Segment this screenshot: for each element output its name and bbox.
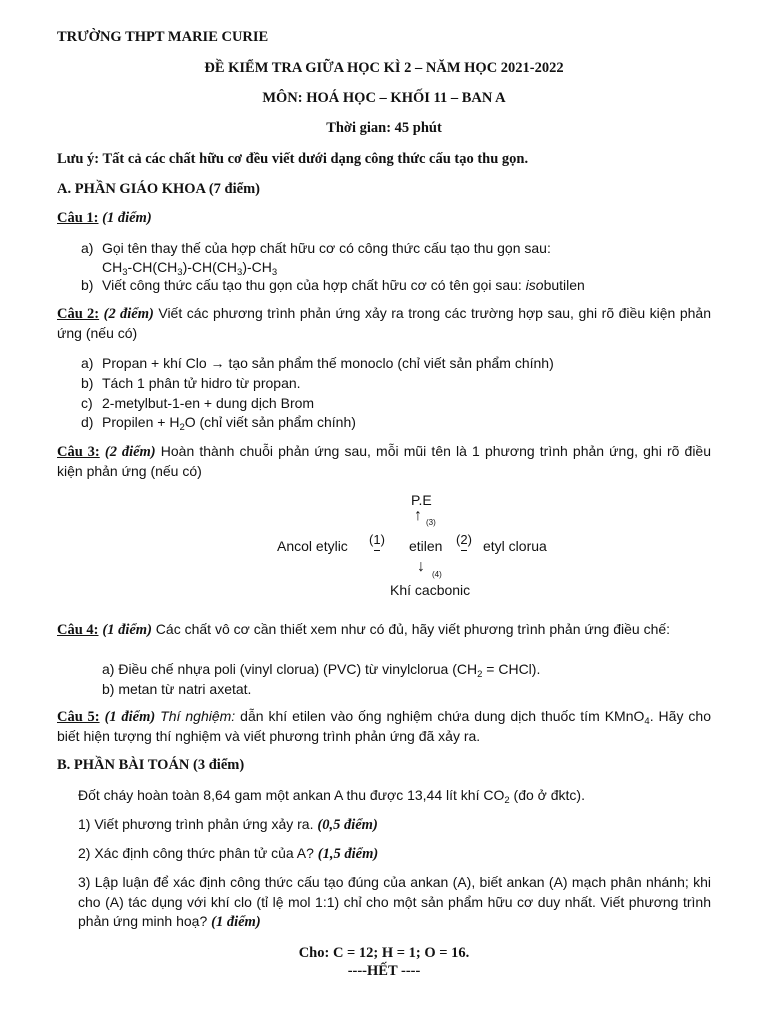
q4-item-a (102, 660, 540, 678)
formula-sub: 2 (504, 795, 510, 806)
question-1-heading (57, 209, 152, 227)
q4-item-b: b) metan từ natri axetat. (102, 681, 252, 697)
up-arrow-icon: ↑ (414, 507, 422, 524)
question-label: Câu 5: (57, 709, 100, 725)
q2-item-d-text (102, 413, 356, 431)
question-points: (1 điểm) (211, 914, 261, 930)
q1-item-a-text: Gọi tên thay thế của hợp chất hữu cơ có công thức cấu tạo thu gọn sau: (102, 240, 551, 256)
formula-part: )-CH(CH (182, 259, 238, 275)
question-points: (2 điểm) (104, 444, 156, 460)
item-text: 2) Xác định công thức phân tử của A? (78, 845, 318, 861)
end-mark: ----HẾT ---- (347, 963, 421, 979)
q2-item-c-text: 2-metylbut-1-en + dung dịch Brom (102, 395, 315, 411)
exam-title: ĐỀ KIỂM TRA GIỮA HỌC KÌ 2 – NĂM HỌC 2021-2022 (204, 60, 564, 76)
formula-sub: 4 (644, 716, 650, 727)
scheme-ancol-etylic: Ancol etylic (277, 538, 348, 554)
item-text: 3) Lập luận để xác định công thức cấu tạo đúng của ankan (A), biết ankan (A) mạch phân nhánh; khi cho (A) tác dụng với khí clo (tỉ lệ mol 1:1) chỉ cho một sản phẩm hữu cơ duy nhất. Viết phương trình phản ứng minh hoạ? (78, 874, 711, 929)
arrow-4-label: (4) (432, 570, 442, 579)
q2-item-b-marker: b) (81, 375, 94, 391)
item-text: Propilen + H (102, 414, 180, 430)
question-label: Câu 4: (57, 622, 99, 638)
question-label: Câu 2: (57, 306, 100, 322)
formula-sub: 2 (179, 422, 185, 433)
atomic-masses: Cho: C = 12; H = 1; O = 16. (298, 945, 470, 961)
formula-sub: 3 (271, 267, 278, 278)
question-points: (1 điểm) (102, 622, 152, 638)
q1-item-a-marker: a) (81, 240, 94, 256)
formula-part: )-CH (242, 259, 272, 275)
item-italic: iso (525, 277, 544, 293)
q2-item-d-marker: d) (81, 414, 94, 430)
arrow-3-label: (3) (426, 518, 436, 527)
section-b-question-2 (78, 844, 378, 863)
time-line: Thời gian: 45 phút (326, 120, 442, 136)
item-text: 1) Viết phương trình phản ứng xảy ra. (78, 816, 318, 832)
question-text: Các chất vô cơ cần thiết xem như có đủ, hãy viết phương trình phản ứng điều chế: (151, 621, 671, 637)
scheme-etyl-clorua: etyl clorua (483, 538, 547, 554)
question-text: . Hãy cho biết hiện tượng thí nghiệm và viết phương trình phản ứng đã xảy ra. (57, 708, 711, 744)
school-name: TRƯỜNG THPT MARIE CURIE (57, 29, 269, 45)
note: Lưu ý: Tất cả các chất hữu cơ đều viết dưới dạng công thức cấu tạo thu gọn. (57, 151, 529, 167)
question-label: Câu 1: (57, 210, 99, 226)
item-text: Đốt cháy hoàn toàn 8,64 gam một ankan A thu được 13,44 lít khí CO (78, 787, 505, 803)
arrow-2-icon (453, 530, 475, 551)
q1-formula (102, 258, 277, 276)
q2-item-b-text: Tách 1 phân tử hidro từ propan. (102, 375, 301, 391)
section-b-question-3 (78, 873, 711, 933)
q1-item-b-marker: b) (81, 277, 94, 293)
arrow-1-label: (1) (369, 532, 385, 547)
q2-item-a-text: Propan + khí Clo → tạo sản phẩm thế monoclo (chỉ viết sản phẩm chính) (102, 355, 554, 371)
formula-sub: 3 (177, 267, 183, 278)
q1-item-b-text (102, 276, 585, 294)
q2-item-c-marker: c) (81, 395, 93, 411)
item-text: Viết công thức cấu tạo thu gọn của hợp chất hữu cơ có tên gọi sau: (102, 277, 526, 293)
formula-sub: 3 (122, 267, 128, 278)
question-italic: Thí nghiệm: (155, 708, 236, 724)
question-points: (1 điểm) (102, 210, 152, 226)
question-text: Hoàn thành chuỗi phản ứng sau, mỗi mũi tên là 1 phương trình phản ứng, ghi rõ điều kiện phản ứng (nếu có) (57, 443, 711, 479)
subject-line: MÔN: HOÁ HỌC – KHỐI 11 – BAN A (262, 90, 506, 106)
question-3-heading (57, 442, 711, 481)
item-text: butilen (543, 277, 585, 293)
scheme-top-pe: P.E (411, 492, 432, 508)
down-arrow-icon: ↓ (417, 558, 425, 575)
section-b-title: B. PHẦN BÀI TOÁN (3 điểm) (57, 757, 245, 773)
arrow-1-icon (366, 530, 388, 551)
item-text: (đo ở đktc). (509, 787, 585, 803)
arrow-2-label: (2) (456, 532, 472, 547)
question-5-heading (57, 707, 711, 746)
question-4-heading (57, 620, 711, 640)
item-text: O (chỉ viết sản phẩm chính) (184, 414, 356, 430)
item-text: = CHCl). (482, 661, 541, 677)
question-points: (1 điểm) (104, 709, 156, 725)
scheme-khi-cacbonic: Khí cacbonic (390, 582, 471, 598)
section-b-intro (78, 786, 585, 804)
formula-sub: 3 (237, 267, 243, 278)
question-2-heading (57, 304, 711, 343)
scheme-etilen: etilen (409, 538, 443, 554)
question-text: Viết các phương trình phản ứng xảy ra trong các trường hợp sau, ghi rõ điều kiện phản ứng (nếu có) (57, 305, 711, 341)
formula-sub: 2 (477, 669, 483, 680)
question-points: (0,5 điểm) (317, 817, 378, 833)
section-a-title: A. PHẦN GIÁO KHOA (7 điểm) (57, 181, 260, 197)
question-label: Câu 3: (57, 444, 100, 460)
item-text: a) Điều chế nhựa poli (vinyl clorua) (PVC) từ vinylclorua (CH (102, 661, 478, 677)
formula-part: CH (102, 259, 123, 275)
question-points: (1,5 điểm) (317, 846, 379, 862)
question-text: dẫn khí etilen vào ống nghiệm chứa dung dịch thuốc tím KMnO (235, 708, 645, 724)
question-points: (2 điểm) (103, 306, 154, 322)
section-b-question-1 (78, 815, 378, 834)
q2-item-a-marker: a) (81, 355, 94, 371)
formula-part: -CH(CH (127, 259, 178, 275)
